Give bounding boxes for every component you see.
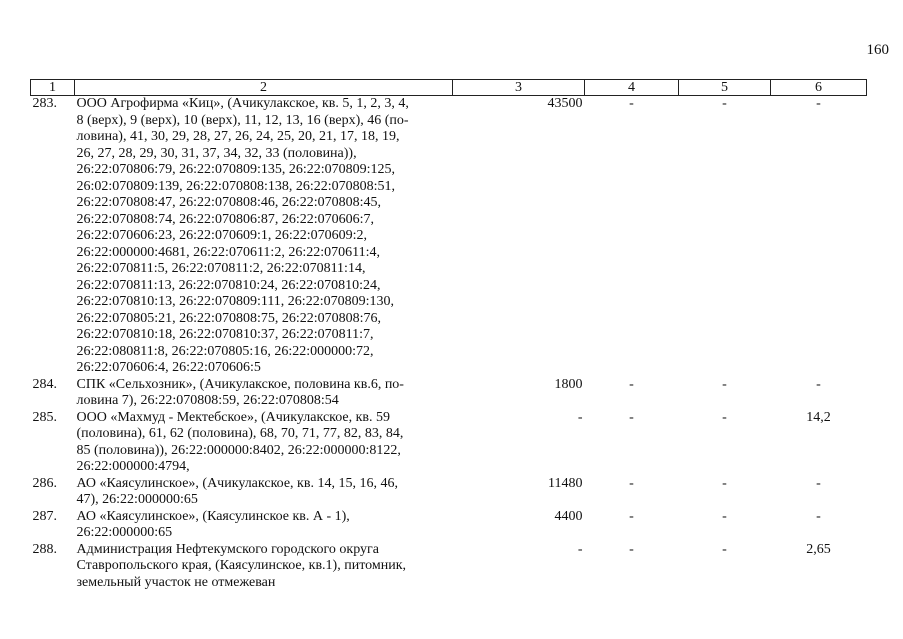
column-header-2: 2 [75,80,453,96]
row-value-5: - [722,541,727,557]
row-value-5: - [722,508,727,524]
row-description: СПК «Сельхозник», (Ачикулакское, половина кв.6, по- ловина 7), 26:22:070808:59, 26:22:070808:54 [76,376,404,408]
row-description: ООО Агрофирма «Киц», (Ачикулакское, кв. 5, 1, 2, 3, 4, 8 (верх), 9 (верх), 10 (верх), 11, 12, 13, 16 (верх), 46 (по- ловина), 41, 30, 29, 28, 27, 26, 24, 25, 20, 21, 17, 18, 19, 26, 27, 28, 29, 30, 31, 37, 34, 32, 33 (половина)), 26:22:070806:79, 26:22:070809:135, 26:22:070809:125, 26:02:070809:139, 26:22:070808:138, 26:22:070808:51, 26:22:070808:47, 26:22:070808:46, 26:22:070808:45, 26:22:070808:74, 26:22:070806:87, 26:22:070606:7, 26:22:070606:23, 26:22:070609:1, 26:22:070609:2, 26:22:000000:4681, 26:22:070611:2, 26:22:070611:4, 26:22:070811:5, 26:22:070811:2, 26:22:070811:14, 26:22:070811:13, 26:22:070810:24, 26:22:070810:24, 26:22:070810:13, 26:22:070809:111, 26:22:070809:130, 26:22:070805:21, 26:22:070808:75, 26:22:070808:76, 26:22:070810:18, 26:22:070810:37, 26:22:070811:7, 26:22:080811:8, 26:22:070805:16, 26:22:000000:72, 26:22:070606:4, 26:22:070606:5 [76,96,409,375]
column-header-5: 5 [679,80,771,96]
column-header-1: 1 [31,80,75,96]
row-value-3: - [577,409,583,425]
row-value-6: 2,65 [806,541,831,557]
table-row [31,509,867,542]
table-row [31,542,867,592]
row-description: АО «Каясулинское», (Каясулинское кв. А - 1), 26:22:000000:65 [76,508,350,540]
table-row [31,476,867,509]
row-number: 285. [32,409,57,425]
row-value-4: - [629,508,634,524]
row-value-4: - [629,376,634,392]
row-value-6: - [816,475,821,491]
row-value-5: - [722,376,727,392]
row-value-5: - [722,96,727,111]
row-value-6: - [816,96,821,111]
row-number: 286. [32,475,57,491]
row-value-4: - [629,96,634,111]
land-plots-table [30,79,867,591]
column-header-3: 3 [453,80,585,96]
table-row [31,377,867,410]
row-value-4: - [629,541,634,557]
row-description: АО «Каясулинское», (Ачикулакское, кв. 14, 15, 16, 46, 47), 26:22:000000:65 [76,475,398,507]
row-value-3: - [577,541,583,557]
column-header-6: 6 [771,80,867,96]
row-number: 288. [32,541,57,557]
row-value-4: - [629,409,634,425]
row-value-5: - [722,409,727,425]
row-value-3: 43500 [547,96,583,111]
row-value-6: 14,2 [806,409,831,425]
row-number: 284. [32,376,57,392]
page-number: 160 [866,42,889,58]
table-row [31,96,867,377]
header-row [31,80,867,96]
row-value-4: - [629,475,634,491]
table-row [31,410,867,476]
row-number: 283. [32,96,57,111]
row-value-5: - [722,475,727,491]
row-value-3: 1800 [554,376,583,392]
row-value-3: 4400 [554,508,583,524]
column-header-4: 4 [585,80,679,96]
row-value-6: - [816,508,821,524]
row-value-3: 11480 [548,475,583,491]
row-description: Администрация Нефтекумского городского округа Ставропольского края, (Каясулинское, кв.1), питомник, земельный участок не отмежеван [76,541,407,590]
row-number: 287. [32,508,57,524]
row-value-6: - [816,376,821,392]
row-description: ООО «Махмуд - Мектебское», (Ачикулакское, кв. 59 (половина), 61, 62 (половина), 68, 70, 71, 77, 82, 83, 84, 85 (половина)), 26:22:000000:8402, 26:22:000000:8122, 26:22:000000:4794, [76,409,404,474]
